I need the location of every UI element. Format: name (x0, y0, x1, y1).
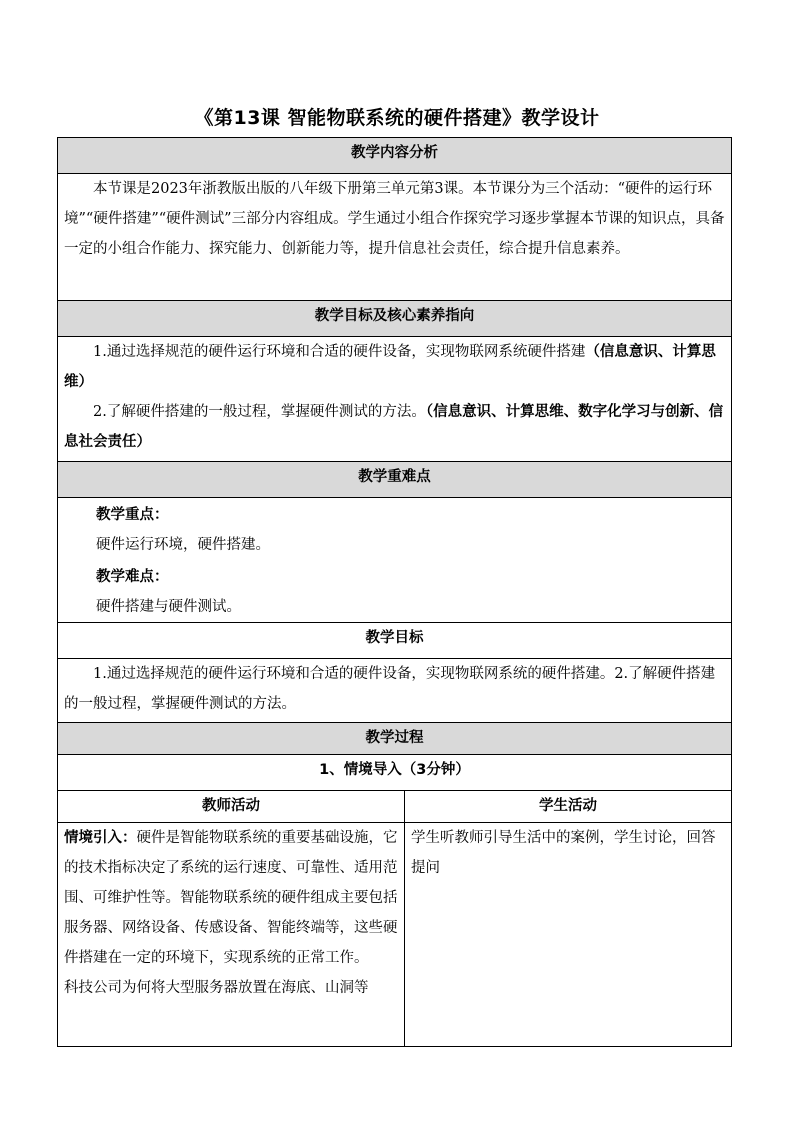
objective-item-2-tag: （信息意识、计算思维、数字化学习与创新、信息社会责任） (64, 404, 724, 450)
content-analysis-heading: 教学内容分析 (58, 138, 732, 174)
process-header-row (58, 723, 732, 755)
student-activity-header: 学生活动 (405, 791, 732, 823)
key-points-header-row (58, 462, 732, 498)
difficulty-text: 硬件搭建与硬件测试。 (96, 599, 241, 615)
content-analysis-header-row (58, 138, 732, 174)
student-text: 学生听教师引导生活中的案例，学生讨论，回答提问 (411, 830, 716, 876)
difficulty-label: 教学难点： (96, 569, 169, 585)
goals-row (58, 659, 732, 723)
goals-heading: 教学目标 (58, 623, 732, 659)
key-points-heading: 教学重难点 (58, 462, 732, 498)
objective-item-2 (64, 397, 725, 457)
teacher-activity-header: 教师活动 (58, 791, 405, 823)
process-stage-title: 1、情境导入（3分钟） (58, 755, 732, 791)
focus-text: 硬件运行环境，硬件搭建。 (96, 537, 270, 553)
content-analysis-text: 本节课是2023年浙教版出版的八年级下册第三单元第3课。本节课分为三个活动：“硬件的运行环境”“硬件搭建”“硬件测试”三部分内容组成。学生通过小组合作探究学习逐步掌握本节课的知识点，具备一定的小组合作能力、探究能力、创新能力等，提升信息社会责任，综合提升信息素养。 (64, 181, 725, 257)
activity-header-row (58, 791, 732, 823)
goals-text: 1.通过选择规范的硬件运行环境和合适的硬件设备，实现物联网系统的硬件搭建。2.了解硬件搭建的一般过程，掌握硬件测试的方法。 (64, 666, 716, 712)
activity-row (58, 823, 732, 1047)
focus-label: 教学重点： (96, 507, 169, 523)
teacher-activity-cell (58, 823, 405, 1047)
process-heading: 教学过程 (58, 723, 732, 755)
document-title: 《第13课 智能物联系统的硬件搭建》教学设计 (194, 107, 600, 129)
objectives-core-heading: 教学目标及核心素养指向 (58, 301, 732, 337)
teacher-lead: 情境引入： (64, 830, 137, 846)
teacher-text-2: 科技公司为何将大型服务器放置在海底、山洞等 (64, 980, 369, 996)
objectives-core-row (58, 337, 732, 462)
process-stage-row (58, 755, 732, 791)
lesson-plan-table (57, 137, 732, 1047)
objective-item-1-tag: （信息意识、计算思维） (64, 344, 716, 390)
content-analysis-row (58, 174, 732, 301)
goals-header-row (58, 623, 732, 659)
objectives-core-header-row (58, 301, 732, 337)
objective-item-1-text: 1.通过选择规范的硬件运行环境和合适的硬件设备，实现物联网系统硬件搭建 (93, 344, 586, 360)
student-activity-cell (405, 823, 732, 1047)
teacher-text: 硬件是智能物联系统的重要基础设施，它的技术指标决定了系统的运行速度、可靠性、适用范围、可维护性等。智能物联系统的硬件组成主要包括服务器、网络设备、传感设备、智能终端等，这些硬件搭建在一定的环境下，实现系统的正常工作。 (64, 830, 398, 966)
objective-item-2-text: 2.了解硬件搭建的一般过程，掌握硬件测试的方法。 (93, 404, 426, 420)
key-points-row (58, 498, 732, 623)
objective-item-1 (64, 337, 725, 397)
